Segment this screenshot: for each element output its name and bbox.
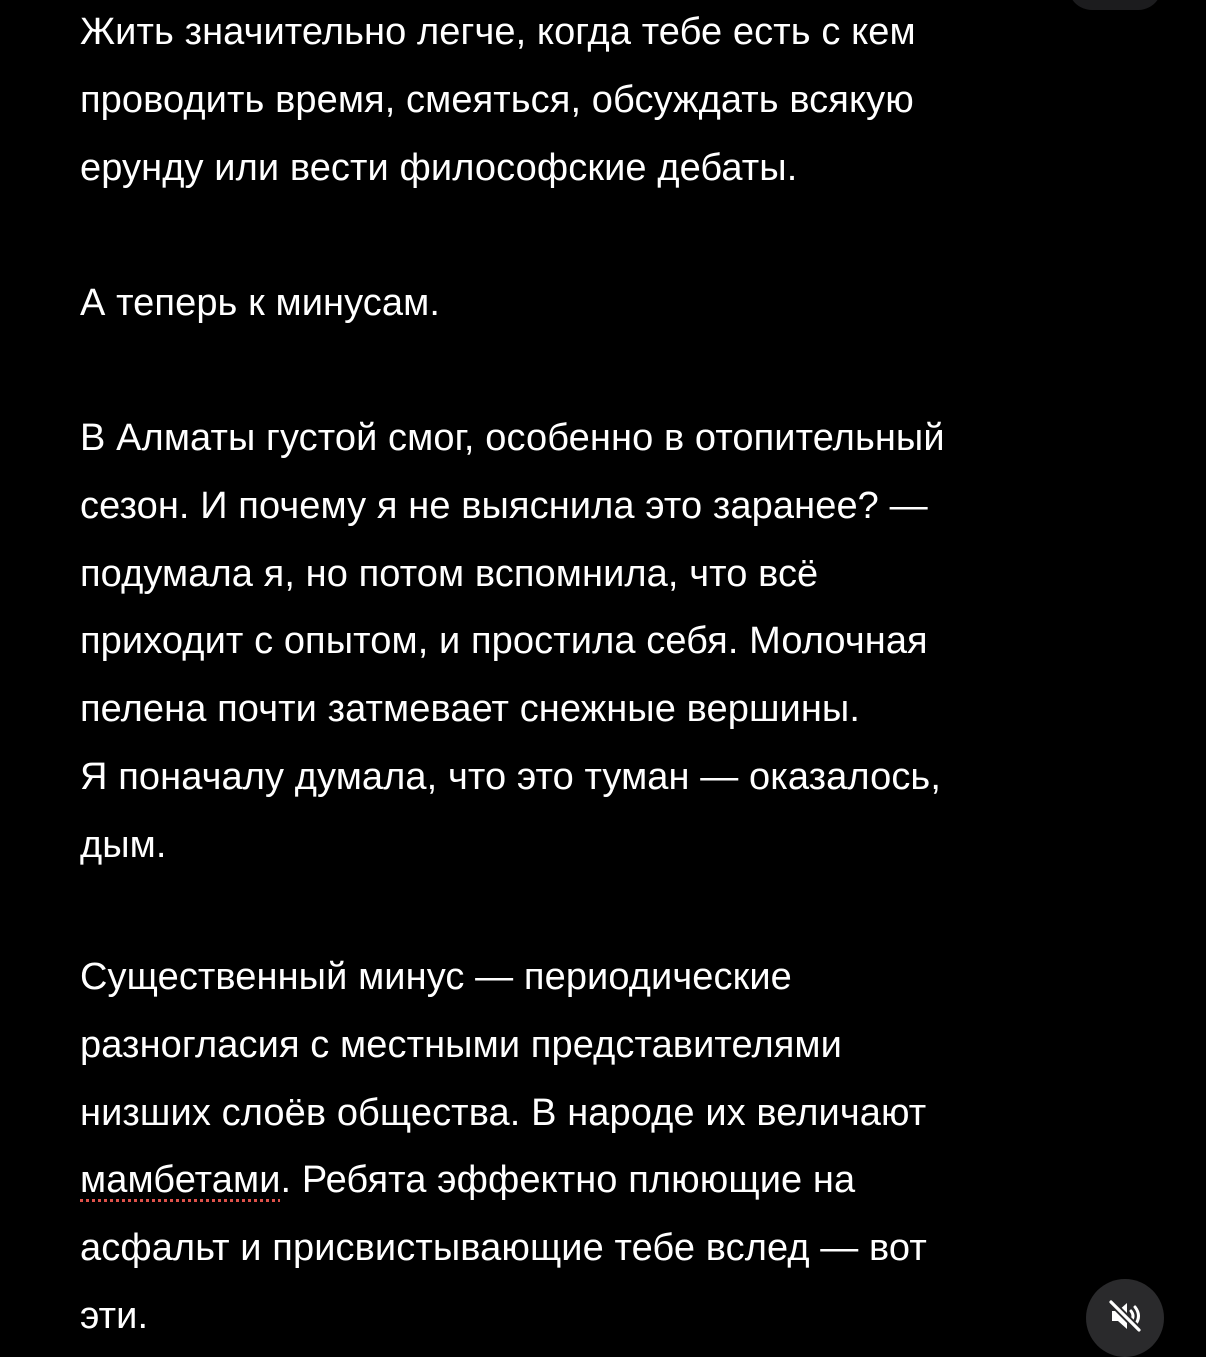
- text-line: проводить время, смеяться, обсуждать всякую: [80, 78, 914, 121]
- paragraph-cons-heading: [80, 270, 440, 338]
- text-line: [80, 1147, 927, 1215]
- text-line: Я поначалу думала, что это туман — оказалось,: [80, 755, 941, 798]
- text-line: Жить значительно легче, когда тебе есть с кем: [80, 11, 916, 53]
- paragraph-locals: [80, 944, 927, 1351]
- text-line: приходит с опытом, и простила себя. Молочная: [80, 620, 928, 663]
- mute-button[interactable]: [1086, 1279, 1164, 1357]
- text-line: низших слоёв общества. В народе их величают: [80, 1091, 927, 1134]
- text-line: сезон. И почему я не выяснила это заранее? —: [80, 484, 928, 527]
- paragraph-intro: [80, 0, 916, 202]
- speaker-muted-icon: [1105, 1296, 1145, 1341]
- text-line: асфальт и присвистывающие тебе вслед — вот: [80, 1227, 927, 1270]
- text-line: В Алматы густой смог, особенно в отопительный: [80, 417, 945, 459]
- paragraph-smog: [80, 405, 945, 880]
- text-line-rest: . Ребята эффектно плюющие на: [280, 1159, 856, 1202]
- text-line: А теперь к минусам.: [80, 282, 441, 324]
- text-line: эти.: [80, 1294, 149, 1337]
- text-line: пелена почти затмевает снежные вершины.: [80, 688, 861, 731]
- text-line: дым.: [80, 823, 167, 866]
- text-line: ерунду или вести философские дебаты.: [80, 146, 798, 189]
- top-overlay-button[interactable]: [1068, 0, 1162, 10]
- text-line: подумала я, но потом вспомнила, что всё: [80, 552, 819, 595]
- text-line: разногласия с местными представителями: [80, 1023, 842, 1066]
- text-line: Существенный минус — периодические: [80, 956, 792, 998]
- spellcheck-flagged-word[interactable]: мамбетами: [80, 1159, 281, 1202]
